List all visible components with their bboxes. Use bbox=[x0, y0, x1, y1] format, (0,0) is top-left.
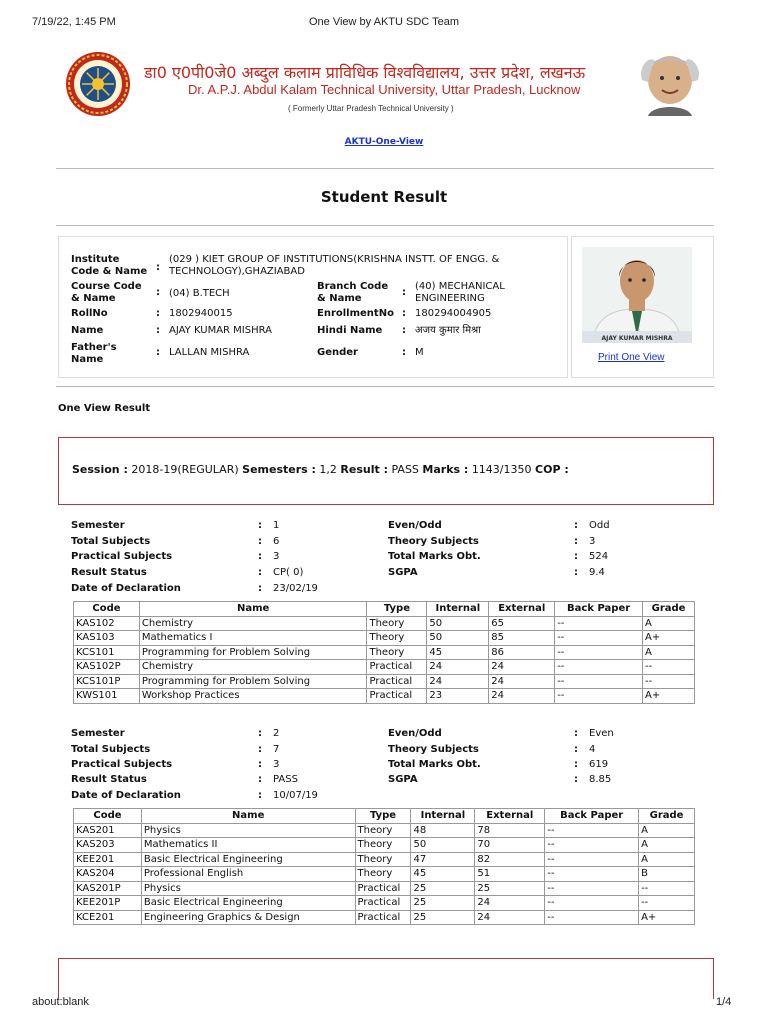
table-row bbox=[74, 838, 695, 853]
father-label: Father's Name bbox=[71, 342, 117, 365]
cell-name: Mathematics II bbox=[141, 838, 355, 853]
colon: : bbox=[156, 262, 160, 273]
result-label: Result : bbox=[340, 463, 388, 476]
divider bbox=[56, 225, 714, 226]
cell-external: 85 bbox=[489, 631, 555, 646]
next-session-box bbox=[58, 958, 714, 999]
colon: : bbox=[258, 520, 262, 531]
cell-code: KAS201P bbox=[74, 881, 142, 896]
cell-type: Theory bbox=[367, 645, 427, 660]
cell-code: KCE201 bbox=[74, 910, 142, 925]
table-row bbox=[74, 823, 695, 838]
session-value: 2018-19(REGULAR) bbox=[131, 463, 239, 476]
branch-value: (40) MECHANICAL ENGINEERING bbox=[415, 281, 505, 304]
cell-grade: A bbox=[639, 852, 695, 867]
column-header-name: Name bbox=[139, 602, 367, 617]
cell-grade: -- bbox=[643, 660, 695, 675]
cell-grade: A+ bbox=[643, 689, 695, 704]
university-hindi-name: डा0 ए0पी0जे0 अब्दुल कलाम प्राविधिक विश्वविद्यालय, उत्तर प्रदेश, लखनऊ bbox=[144, 63, 586, 82]
table-row bbox=[74, 645, 695, 660]
marks-label: Marks : bbox=[422, 463, 469, 476]
column-header-external: External bbox=[475, 809, 545, 824]
gender-label: Gender bbox=[317, 347, 358, 358]
divider bbox=[56, 386, 714, 387]
cell-external: 65 bbox=[489, 616, 555, 631]
cell-back-paper: -- bbox=[545, 910, 639, 925]
hindi-name-value: अजय कुमार मिश्रा bbox=[415, 325, 481, 336]
result-value: PASS bbox=[391, 463, 419, 476]
colon: : bbox=[402, 325, 406, 336]
cell-external: 25 bbox=[475, 881, 545, 896]
cell-name: Engineering Graphics & Design bbox=[141, 910, 355, 925]
colon: : bbox=[258, 536, 262, 547]
table-row bbox=[74, 631, 695, 646]
semester-label: Semester bbox=[71, 520, 125, 531]
cell-type: Practical bbox=[367, 674, 427, 689]
institute-label: Institute Code & Name bbox=[71, 254, 148, 277]
cell-name: Basic Electrical Engineering bbox=[141, 896, 355, 911]
colon: : bbox=[574, 536, 578, 547]
cell-external: 51 bbox=[475, 867, 545, 882]
column-header-external: External bbox=[489, 602, 555, 617]
cell-back-paper: -- bbox=[555, 645, 643, 660]
sgpa-label: SGPA bbox=[388, 567, 418, 578]
cell-grade: B bbox=[639, 867, 695, 882]
university-header bbox=[60, 48, 710, 120]
theory-subjects-value: 3 bbox=[589, 536, 596, 547]
column-header-code: Code bbox=[74, 602, 140, 617]
cell-grade: A+ bbox=[643, 631, 695, 646]
cell-internal: 23 bbox=[427, 689, 489, 704]
colon: : bbox=[402, 347, 406, 358]
student-photo-panel bbox=[571, 236, 714, 378]
cell-internal: 50 bbox=[427, 631, 489, 646]
cell-back-paper: -- bbox=[555, 660, 643, 675]
photo-caption: AJAY KUMAR MISHRA bbox=[601, 335, 673, 342]
name-value: AJAY KUMAR MISHRA bbox=[169, 325, 272, 336]
colon: : bbox=[574, 551, 578, 562]
divider bbox=[56, 168, 714, 169]
table-row bbox=[74, 674, 695, 689]
cell-code: KAS204 bbox=[74, 867, 142, 882]
cell-back-paper: -- bbox=[545, 852, 639, 867]
date-of-declaration-label: Date of Declaration bbox=[71, 583, 181, 594]
colon: : bbox=[156, 347, 160, 358]
table-row bbox=[74, 689, 695, 704]
cell-code: KCS101P bbox=[74, 674, 140, 689]
enrollment-label: EnrollmentNo bbox=[317, 308, 394, 319]
column-header-name: Name bbox=[141, 809, 355, 824]
total-subjects-label: Total Subjects bbox=[71, 536, 151, 547]
colon: : bbox=[156, 308, 160, 319]
date-of-declaration-value: 23/02/19 bbox=[273, 583, 318, 594]
cell-code: KAS203 bbox=[74, 838, 142, 853]
total-marks-value: 524 bbox=[589, 551, 609, 562]
cell-code: KEE201P bbox=[74, 896, 142, 911]
cell-type: Practical bbox=[355, 896, 411, 911]
cell-back-paper: -- bbox=[545, 823, 639, 838]
colon: : bbox=[258, 567, 262, 578]
column-header-internal: Internal bbox=[427, 602, 489, 617]
colon: : bbox=[258, 790, 262, 801]
founder-portrait-icon bbox=[634, 50, 706, 116]
cell-internal: 48 bbox=[411, 823, 475, 838]
colon: : bbox=[258, 583, 262, 594]
total-subjects-label: Total Subjects bbox=[71, 744, 151, 755]
cell-grade: A+ bbox=[639, 910, 695, 925]
semester-label: Semester bbox=[71, 728, 125, 739]
column-header-internal: Internal bbox=[411, 809, 475, 824]
colon: : bbox=[574, 567, 578, 578]
cell-external: 78 bbox=[475, 823, 545, 838]
student-info-panel bbox=[58, 236, 568, 378]
cell-grade: A bbox=[643, 645, 695, 660]
cell-internal: 50 bbox=[427, 616, 489, 631]
cell-internal: 45 bbox=[427, 645, 489, 660]
course-value: (04) B.TECH bbox=[169, 288, 230, 299]
session-label: Session : bbox=[72, 463, 128, 476]
cell-type: Theory bbox=[355, 867, 411, 882]
cell-type: Practical bbox=[367, 660, 427, 675]
colon: : bbox=[574, 759, 578, 770]
cell-name: Programming for Problem Solving bbox=[139, 674, 367, 689]
total-marks-label: Total Marks Obt. bbox=[388, 551, 481, 562]
semester-1-results-table bbox=[73, 601, 695, 704]
cell-name: Professional English bbox=[141, 867, 355, 882]
column-header-code: Code bbox=[74, 809, 142, 824]
semester-2-results-table bbox=[73, 808, 695, 925]
cell-internal: 24 bbox=[427, 674, 489, 689]
cell-back-paper: -- bbox=[545, 896, 639, 911]
total-marks-value: 619 bbox=[589, 759, 609, 770]
practical-subjects-label: Practical Subjects bbox=[71, 759, 173, 770]
print-url: about:blank bbox=[32, 996, 89, 1008]
cell-grade: A bbox=[639, 823, 695, 838]
column-header-grade: Grade bbox=[639, 809, 695, 824]
column-header-back-paper: Back Paper bbox=[555, 602, 643, 617]
one-view-result-title: One View Result bbox=[58, 403, 151, 414]
enrollment-value: 180294004905 bbox=[415, 308, 492, 319]
cell-external: 70 bbox=[475, 838, 545, 853]
cell-back-paper: -- bbox=[555, 674, 643, 689]
semesters-label: Semesters : bbox=[242, 463, 316, 476]
print-title: One View by AKTU SDC Team bbox=[309, 16, 459, 28]
total-subjects-value: 7 bbox=[273, 744, 280, 755]
column-header-type: Type bbox=[367, 602, 427, 617]
cell-name: Programming for Problem Solving bbox=[139, 645, 367, 660]
branch-label: Branch Code & Name bbox=[317, 281, 389, 304]
cell-name: Mathematics I bbox=[139, 631, 367, 646]
cell-back-paper: -- bbox=[545, 838, 639, 853]
sgpa-label: SGPA bbox=[388, 774, 418, 785]
practical-subjects-value: 3 bbox=[273, 759, 280, 770]
cell-code: KAS103 bbox=[74, 631, 140, 646]
cell-grade: -- bbox=[643, 674, 695, 689]
marks-value: 1143/1350 bbox=[471, 463, 532, 476]
colon: : bbox=[402, 308, 406, 319]
column-header-type: Type bbox=[355, 809, 411, 824]
practical-subjects-value: 3 bbox=[273, 551, 280, 562]
name-label: Name bbox=[71, 325, 104, 336]
colon: : bbox=[258, 774, 262, 785]
student-photo bbox=[582, 247, 692, 343]
practical-subjects-label: Practical Subjects bbox=[71, 551, 173, 562]
cell-external: 86 bbox=[489, 645, 555, 660]
cell-type: Theory bbox=[355, 823, 411, 838]
cell-external: 24 bbox=[475, 910, 545, 925]
table-row bbox=[74, 881, 695, 896]
cell-external: 24 bbox=[489, 689, 555, 704]
theory-subjects-value: 4 bbox=[589, 744, 596, 755]
cell-internal: 47 bbox=[411, 852, 475, 867]
page-title: Student Result bbox=[320, 188, 448, 206]
semesters-value: 1,2 bbox=[319, 463, 337, 476]
table-row bbox=[74, 910, 695, 925]
cell-code: KCS101 bbox=[74, 645, 140, 660]
cell-type: Theory bbox=[355, 838, 411, 853]
theory-subjects-label: Theory Subjects bbox=[388, 744, 479, 755]
father-value: LALLAN MISHRA bbox=[169, 347, 250, 358]
colon: : bbox=[258, 728, 262, 739]
cell-back-paper: -- bbox=[555, 631, 643, 646]
total-marks-label: Total Marks Obt. bbox=[388, 759, 481, 770]
result-status-label: Result Status bbox=[71, 567, 147, 578]
cell-back-paper: -- bbox=[545, 881, 639, 896]
cell-internal: 45 bbox=[411, 867, 475, 882]
cell-type: Practical bbox=[355, 910, 411, 925]
cell-name: Chemistry bbox=[139, 660, 367, 675]
cell-back-paper: -- bbox=[555, 689, 643, 704]
cell-code: KWS101 bbox=[74, 689, 140, 704]
print-one-view-link[interactable]: Print One View bbox=[598, 352, 665, 363]
table-row bbox=[74, 896, 695, 911]
cell-code: KAS102P bbox=[74, 660, 140, 675]
cell-type: Practical bbox=[367, 689, 427, 704]
university-formerly: ( Formerly Uttar Pradesh Technical University ) bbox=[288, 104, 454, 113]
column-header-grade: Grade bbox=[643, 602, 695, 617]
cell-name: Workshop Practices bbox=[139, 689, 367, 704]
table-row bbox=[74, 616, 695, 631]
cell-back-paper: -- bbox=[545, 867, 639, 882]
table-row bbox=[74, 852, 695, 867]
cell-internal: 50 bbox=[411, 838, 475, 853]
cell-name: Physics bbox=[141, 881, 355, 896]
colon: : bbox=[258, 744, 262, 755]
even-odd-label: Even/Odd bbox=[388, 728, 442, 739]
cell-name: Basic Electrical Engineering bbox=[141, 852, 355, 867]
colon: : bbox=[258, 551, 262, 562]
rollno-label: RollNo bbox=[71, 308, 108, 319]
cell-type: Theory bbox=[367, 616, 427, 631]
cell-grade: -- bbox=[639, 896, 695, 911]
result-status-value: PASS bbox=[273, 774, 298, 785]
colon: : bbox=[574, 520, 578, 531]
cell-internal: 25 bbox=[411, 896, 475, 911]
sgpa-value: 9.4 bbox=[589, 567, 605, 578]
cell-name: Physics bbox=[141, 823, 355, 838]
date-of-declaration-value: 10/07/19 bbox=[273, 790, 318, 801]
print-page-number: 1/4 bbox=[716, 996, 732, 1008]
colon: : bbox=[156, 325, 160, 336]
cop-label: COP : bbox=[535, 463, 569, 476]
even-odd-value: Odd bbox=[589, 520, 610, 531]
column-header-back-paper: Back Paper bbox=[545, 809, 639, 824]
colon: : bbox=[574, 744, 578, 755]
result-status-value: CP( 0) bbox=[273, 567, 304, 578]
cell-internal: 25 bbox=[411, 881, 475, 896]
colon: : bbox=[258, 759, 262, 770]
table-row bbox=[74, 867, 695, 882]
semester-value: 1 bbox=[273, 520, 280, 531]
even-odd-label: Even/Odd bbox=[388, 520, 442, 531]
session-summary-line bbox=[72, 463, 569, 476]
colon: : bbox=[574, 728, 578, 739]
cell-name: Chemistry bbox=[139, 616, 367, 631]
print-datetime: 7/19/22, 1:45 PM bbox=[32, 16, 116, 28]
cell-type: Theory bbox=[367, 631, 427, 646]
institute-value: (029 ) KIET GROUP OF INSTITUTIONS(KRISHNA INSTT. OF ENGG. & TECHNOLOGY),GHAZIABAD bbox=[169, 254, 500, 277]
colon: : bbox=[574, 774, 578, 785]
semester-value: 2 bbox=[273, 728, 280, 739]
cell-type: Theory bbox=[355, 852, 411, 867]
cell-type: Practical bbox=[355, 881, 411, 896]
university-english-name: Dr. A.P.J. Abdul Kalam Technical University, Uttar Pradesh, Lucknow bbox=[188, 82, 581, 97]
cell-external: 24 bbox=[475, 896, 545, 911]
cell-internal: 24 bbox=[427, 660, 489, 675]
cell-grade: A bbox=[639, 838, 695, 853]
cell-code: KAS201 bbox=[74, 823, 142, 838]
hindi-name-label: Hindi Name bbox=[317, 325, 383, 336]
total-subjects-value: 6 bbox=[273, 536, 280, 547]
rollno-value: 1802940015 bbox=[169, 308, 233, 319]
university-seal-icon bbox=[64, 50, 132, 118]
colon: : bbox=[156, 287, 160, 298]
gender-value: M bbox=[415, 347, 424, 358]
sgpa-value: 8.85 bbox=[589, 774, 612, 785]
date-of-declaration-label: Date of Declaration bbox=[71, 790, 181, 801]
cell-internal: 25 bbox=[411, 910, 475, 925]
aktu-one-view-link[interactable]: AKTU-One-View bbox=[344, 137, 424, 147]
session-summary-box bbox=[58, 437, 714, 505]
cell-external: 24 bbox=[489, 674, 555, 689]
cell-code: KEE201 bbox=[74, 852, 142, 867]
cell-external: 82 bbox=[475, 852, 545, 867]
cell-external: 24 bbox=[489, 660, 555, 675]
cell-grade: A bbox=[643, 616, 695, 631]
course-label: Course Code & Name bbox=[71, 281, 142, 304]
table-row bbox=[74, 660, 695, 675]
cell-grade: -- bbox=[639, 881, 695, 896]
even-odd-value: Even bbox=[589, 728, 614, 739]
colon: : bbox=[402, 287, 406, 298]
result-status-label: Result Status bbox=[71, 774, 147, 785]
cell-code: KAS102 bbox=[74, 616, 140, 631]
theory-subjects-label: Theory Subjects bbox=[388, 536, 479, 547]
cell-back-paper: -- bbox=[555, 616, 643, 631]
